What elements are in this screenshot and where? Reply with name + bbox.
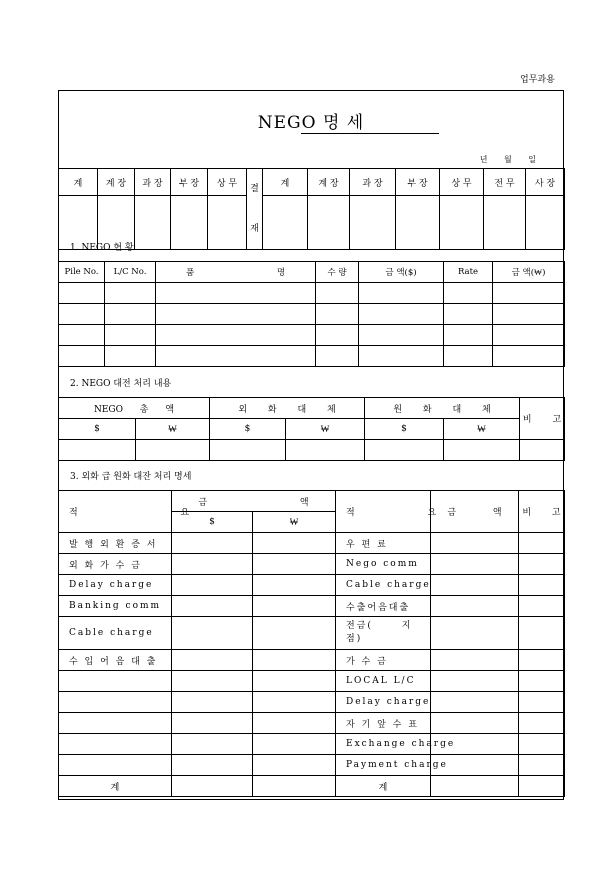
sign-box[interactable] xyxy=(208,196,247,250)
page-title: NEGO 명 세 xyxy=(257,113,365,133)
date-line: 년 월 일 xyxy=(479,155,536,164)
input-cell[interactable] xyxy=(210,440,286,461)
input-cell[interactable] xyxy=(286,440,365,461)
input-cell[interactable] xyxy=(359,325,444,346)
input-cell[interactable] xyxy=(493,283,565,304)
approval-left-1: 계 xyxy=(59,169,98,196)
input-cell[interactable] xyxy=(316,283,359,304)
approval-left-3: 과 장 xyxy=(135,169,171,196)
table-row xyxy=(59,734,565,755)
currency-usd: $ xyxy=(365,419,444,440)
row-label: Delay charge xyxy=(59,575,172,596)
table-row xyxy=(59,596,565,617)
input-cell[interactable] xyxy=(253,596,336,617)
input-cell[interactable] xyxy=(59,304,105,325)
input-cell[interactable] xyxy=(316,346,359,367)
input-cell[interactable] xyxy=(253,671,336,692)
row-label: 발 행 외 환 증 서 xyxy=(59,533,172,554)
approval-left-5: 상 무 xyxy=(208,169,247,196)
input-cell[interactable] xyxy=(59,283,105,304)
approval-label-bottom: 재 xyxy=(250,224,259,234)
row-label: 자 기 앞 수 표 xyxy=(336,713,431,734)
approval-label xyxy=(247,169,263,250)
input-cell[interactable] xyxy=(105,325,156,346)
input-cell[interactable] xyxy=(172,596,253,617)
row-label: Banking comm xyxy=(59,596,172,617)
input-cell[interactable] xyxy=(172,692,253,713)
table-row xyxy=(59,650,565,671)
row-label xyxy=(59,692,172,713)
row-label: Cable charge xyxy=(59,617,172,650)
input-cell[interactable] xyxy=(253,755,336,776)
input-cell[interactable] xyxy=(105,304,156,325)
row-label xyxy=(59,671,172,692)
input-cell[interactable] xyxy=(136,440,210,461)
input-cell[interactable] xyxy=(519,596,565,617)
row-label: Delay charge xyxy=(336,692,431,713)
input-cell[interactable] xyxy=(253,776,336,797)
row-label: 가 수 금 xyxy=(336,650,431,671)
approval-table xyxy=(58,168,565,250)
input-cell[interactable] xyxy=(172,650,253,671)
section3-title: 3. 외화 급 원화 대잔 처리 명세 xyxy=(70,472,192,482)
input-cell[interactable] xyxy=(253,533,336,554)
input-cell[interactable] xyxy=(520,440,565,461)
section2-title: 2. NEGO 대전 처리 내용 xyxy=(70,379,172,389)
input-cell[interactable] xyxy=(105,346,156,367)
input-cell[interactable] xyxy=(172,713,253,734)
input-cell[interactable] xyxy=(156,346,316,367)
nego-status-table xyxy=(58,261,565,367)
input-cell[interactable] xyxy=(519,617,565,650)
approval-right-1: 계 xyxy=(263,169,308,196)
col-header-item: 품 명 xyxy=(156,262,316,283)
input-cell[interactable] xyxy=(156,304,316,325)
input-cell[interactable] xyxy=(59,346,105,367)
currency-usd: $ xyxy=(59,419,136,440)
input-cell[interactable] xyxy=(519,776,565,797)
row-label: Cable charge xyxy=(336,575,431,596)
sign-box[interactable] xyxy=(350,196,396,250)
approval-right-2: 계 장 xyxy=(308,169,350,196)
row-label: 외 화 가 수 금 xyxy=(59,554,172,575)
currency-krw: ₩ xyxy=(136,419,210,440)
input-cell[interactable] xyxy=(431,671,519,692)
input-cell[interactable] xyxy=(519,713,565,734)
input-cell[interactable] xyxy=(493,346,565,367)
input-cell[interactable] xyxy=(519,755,565,776)
input-cell[interactable] xyxy=(253,650,336,671)
input-cell[interactable] xyxy=(59,325,105,346)
sign-box[interactable] xyxy=(263,196,308,250)
input-cell[interactable] xyxy=(172,617,253,650)
table-row xyxy=(59,617,565,650)
table-row xyxy=(59,713,565,734)
input-cell[interactable] xyxy=(59,440,136,461)
input-cell[interactable] xyxy=(172,671,253,692)
input-cell[interactable] xyxy=(253,734,336,755)
input-cell[interactable] xyxy=(172,776,253,797)
approval-right-7: 사 장 xyxy=(526,169,565,196)
input-cell[interactable] xyxy=(359,346,444,367)
input-cell[interactable] xyxy=(172,533,253,554)
row-label: Nego comm xyxy=(336,554,431,575)
row-label: 수 입 어 음 대 출 xyxy=(59,650,172,671)
input-cell[interactable] xyxy=(365,440,444,461)
section1-title: 1. NEGO 현 황 xyxy=(70,243,134,253)
currency-usd: $ xyxy=(172,512,253,533)
currency-detail-table xyxy=(58,490,565,797)
form-usage-label: 업무과용 xyxy=(520,75,555,85)
col-header-right-summary: 적 요 xyxy=(336,491,431,533)
approval-right-3: 과 장 xyxy=(350,169,396,196)
currency-krw: ₩ xyxy=(253,512,336,533)
col-header-quantity: 수 량 xyxy=(316,262,359,283)
input-cell[interactable] xyxy=(519,650,565,671)
table-row xyxy=(59,671,565,692)
row-label xyxy=(59,713,172,734)
total-right-label: 계 xyxy=(336,776,431,797)
sign-box[interactable] xyxy=(526,196,565,250)
input-cell[interactable] xyxy=(431,596,519,617)
input-cell[interactable] xyxy=(519,734,565,755)
table-row xyxy=(59,533,565,554)
col-header-pile-no: Pile No. xyxy=(59,262,105,283)
title-area xyxy=(58,90,564,168)
input-cell[interactable] xyxy=(444,325,493,346)
group-nego-total: NEGO 총 액 xyxy=(59,398,210,419)
input-cell[interactable] xyxy=(253,575,336,596)
input-cell[interactable] xyxy=(519,692,565,713)
row-label xyxy=(59,755,172,776)
input-cell[interactable] xyxy=(316,304,359,325)
input-cell[interactable] xyxy=(105,283,156,304)
row-label: LOCAL L/C xyxy=(336,671,431,692)
row-label: Exchange charge xyxy=(336,734,431,755)
sign-box[interactable] xyxy=(308,196,350,250)
input-cell[interactable] xyxy=(156,283,316,304)
input-cell[interactable] xyxy=(359,283,444,304)
group-won-transfer: 원 화 대 체 xyxy=(365,398,520,419)
approval-right-6: 전 무 xyxy=(484,169,526,196)
input-cell[interactable] xyxy=(431,533,519,554)
sign-box[interactable] xyxy=(440,196,484,250)
row-label: Payment charge xyxy=(336,755,431,776)
input-cell[interactable] xyxy=(493,304,565,325)
input-cell[interactable] xyxy=(431,575,519,596)
input-cell[interactable] xyxy=(444,440,520,461)
approval-left-2: 계 장 xyxy=(98,169,135,196)
row-label: 전금( 지 점) xyxy=(336,617,431,650)
input-cell[interactable] xyxy=(444,283,493,304)
approval-right-4: 부 장 xyxy=(396,169,440,196)
sign-box[interactable] xyxy=(135,196,171,250)
input-cell[interactable] xyxy=(253,692,336,713)
input-cell[interactable] xyxy=(156,325,316,346)
col-header-left-summary: 적 요 xyxy=(59,491,172,533)
input-cell[interactable] xyxy=(253,554,336,575)
input-cell[interactable] xyxy=(172,734,253,755)
input-cell[interactable] xyxy=(519,671,565,692)
approval-right-5: 상 무 xyxy=(440,169,484,196)
col-header-amount-usd: 금 액($) xyxy=(359,262,444,283)
col-header-right-amount: 금 액 xyxy=(431,491,519,533)
sign-box[interactable] xyxy=(484,196,526,250)
input-cell[interactable] xyxy=(253,617,336,650)
input-cell[interactable] xyxy=(253,713,336,734)
table-row xyxy=(59,692,565,713)
input-cell[interactable] xyxy=(519,554,565,575)
input-cell[interactable] xyxy=(444,304,493,325)
input-cell[interactable] xyxy=(172,554,253,575)
sign-box[interactable] xyxy=(396,196,440,250)
input-cell[interactable] xyxy=(431,776,519,797)
row-label: 수출어음대출 xyxy=(336,596,431,617)
currency-krw: ₩ xyxy=(444,419,520,440)
input-cell[interactable] xyxy=(431,692,519,713)
col-header-rate: Rate xyxy=(444,262,493,283)
input-cell[interactable] xyxy=(172,755,253,776)
detail-rows xyxy=(59,533,565,776)
col-header-note: 비 고 xyxy=(519,491,565,533)
input-cell[interactable] xyxy=(359,304,444,325)
group-foreign-transfer: 외 화 대 체 xyxy=(210,398,365,419)
title-underline xyxy=(301,133,439,134)
sign-box[interactable] xyxy=(171,196,208,250)
col-header-note: 비 고 xyxy=(520,398,565,440)
approval-left-4: 부 장 xyxy=(171,169,208,196)
approval-label-top: 결 xyxy=(250,184,259,194)
input-cell[interactable] xyxy=(431,713,519,734)
input-cell[interactable] xyxy=(493,325,565,346)
input-cell[interactable] xyxy=(519,533,565,554)
table-row xyxy=(59,755,565,776)
total-left-label: 계 xyxy=(59,776,172,797)
col-header-amount-krw: 금 액(₩) xyxy=(493,262,565,283)
row-label xyxy=(59,734,172,755)
currency-usd: $ xyxy=(210,419,286,440)
col-header-lc-no: L/C No. xyxy=(105,262,156,283)
nego-settlement-table xyxy=(58,397,565,461)
input-cell[interactable] xyxy=(431,554,519,575)
input-cell[interactable] xyxy=(431,650,519,671)
col-header-amount: 금 액 xyxy=(172,491,336,512)
table-row xyxy=(59,554,565,575)
input-cell[interactable] xyxy=(316,325,359,346)
input-cell[interactable] xyxy=(519,575,565,596)
input-cell[interactable] xyxy=(431,617,519,650)
input-cell[interactable] xyxy=(444,346,493,367)
input-cell[interactable] xyxy=(172,575,253,596)
table-row xyxy=(59,575,565,596)
row-label: 우 편 료 xyxy=(336,533,431,554)
currency-krw: ₩ xyxy=(286,419,365,440)
